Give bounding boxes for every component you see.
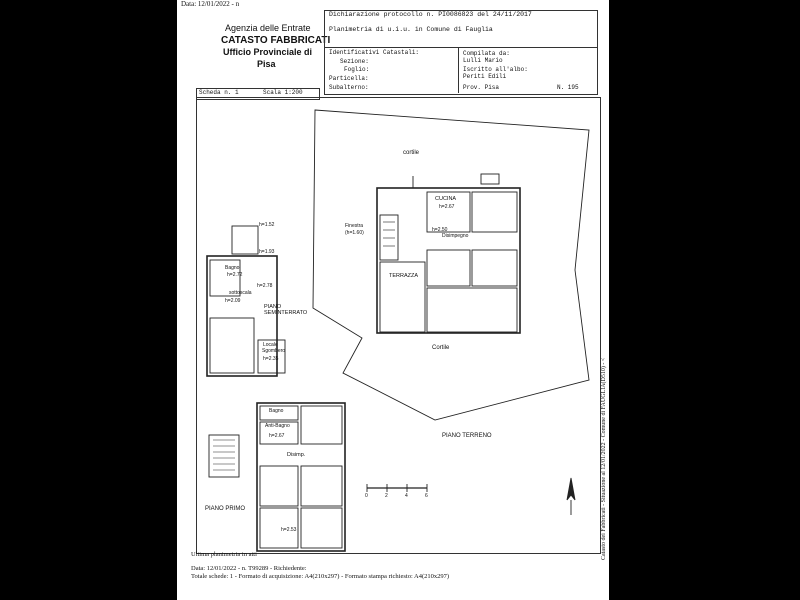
particella-label: Particella:	[329, 75, 369, 82]
label-h235: h=2.35	[263, 356, 279, 362]
protocol-label: Dichiarazione protocollo n. PI0086823 del 24/11/2017	[329, 11, 532, 18]
top-date-stamp: Data: 12/01/2022 - n	[181, 0, 240, 8]
label-disimp-primo: Disimp.	[287, 452, 306, 458]
label-cortile-top: cortile	[403, 150, 420, 156]
room-mid-w	[427, 250, 470, 286]
side-text-right: Catasto dei Fabbricati - Situazione al 12/01/2022 - Comune di FAUGLIA(D510) - <	[601, 357, 607, 560]
label-sottoscala: sottoscala	[229, 290, 252, 296]
room-ne	[472, 192, 517, 232]
identificativi-title: Identificativi Catastali:	[329, 49, 420, 56]
label-h278: h=2.78	[257, 283, 273, 289]
site-boundary	[313, 110, 589, 420]
label-anti-bagno: Anti-Bagno	[265, 423, 290, 429]
label-finestra-sub: (h=1.60)	[345, 230, 364, 236]
label-piano-seminterrato-2: SEMINTERRATO	[264, 310, 308, 316]
room-first-mid-w	[260, 466, 298, 506]
room-first-mid-e	[301, 466, 342, 506]
sezione-label: Sezione:	[340, 58, 369, 65]
north-arrow-icon	[567, 478, 575, 500]
room-first-ne	[301, 406, 342, 444]
label-cucina: CUCINA	[435, 196, 457, 202]
scala-label: Scala 1:200	[263, 89, 303, 96]
room-south	[427, 288, 517, 332]
label-h209: h=2.09	[225, 298, 241, 304]
first-floor-stair	[209, 435, 239, 477]
footer-line-2: Totale schede: 1 - Formato di acquisizione: A4(210x297) - Formato stampa richiesto: A4(210x297)	[191, 573, 450, 580]
label-h267b: h=2.67	[269, 433, 285, 439]
document-page	[177, 0, 609, 600]
prov-label: Prov. Pisa	[463, 84, 500, 91]
footer-line-1: Data: 12/01/2022 - n. T99289 - Richiedente:	[191, 565, 307, 572]
label-cortile-bottom: Cortile	[432, 345, 450, 351]
planimetria-label: Planimetria di u.i.u. in Comune di Fauglia	[329, 26, 493, 33]
iscritto-label: Iscritto all'albo:	[463, 66, 528, 73]
label-h193: h=1.93	[259, 249, 275, 255]
number-label: N. 195	[557, 84, 579, 91]
label-h152: h=1.52	[259, 222, 275, 228]
footer-ultima: Ultima planimetria in atti	[191, 551, 257, 558]
label-locale: Locale	[263, 342, 278, 348]
iscritto-value: Periti Edili	[463, 73, 507, 80]
scale-tick-label: 0	[365, 493, 368, 499]
scheda-label: Scheda n. 1	[199, 89, 239, 96]
label-piano-primo: PIANO PRIMO	[205, 506, 246, 512]
label-piano-terreno: PIANO TERRENO	[442, 433, 492, 439]
compilata-name: Lulli Mario	[463, 57, 503, 64]
compilata-label: Compilata da:	[463, 50, 510, 57]
agency-line-3: Ufficio Provinciale di	[223, 47, 313, 57]
scale-tick-label: 4	[405, 493, 408, 499]
scale-tick-label: 2	[385, 493, 388, 499]
label-bagno: Bagno	[225, 265, 240, 271]
label-cucina-h: h=2.67	[439, 204, 455, 210]
room-first-se	[301, 508, 342, 548]
agency-line-4: Pisa	[257, 59, 276, 69]
subalterno-label: Subalterno:	[329, 84, 369, 91]
steps-top	[481, 174, 499, 184]
agency-line-2: CATASTO FABBRICATI	[221, 35, 331, 46]
label-disimpegno: Disimpegno	[442, 233, 469, 239]
foglio-label: Foglio:	[344, 66, 370, 73]
room-mid-e	[472, 250, 517, 286]
label-h272: h=2.72	[227, 272, 243, 278]
basement-stair	[232, 226, 258, 254]
label-terrazza: TERRAZZA	[389, 273, 419, 279]
scale-tick-label: 6	[425, 493, 428, 499]
label-h253: h=2.53	[281, 527, 297, 533]
agency-line-1: Agenzia delle Entrate	[225, 23, 311, 33]
label-h250: h=2.50	[432, 227, 448, 233]
label-bagno-primo: Bagno	[269, 408, 284, 414]
label-piano-seminterrato-1: PIANO	[264, 304, 282, 310]
label-sgombero: Sgombero	[262, 348, 286, 354]
label-finestra: Finestra	[345, 223, 364, 229]
basement-room-w	[210, 318, 254, 373]
